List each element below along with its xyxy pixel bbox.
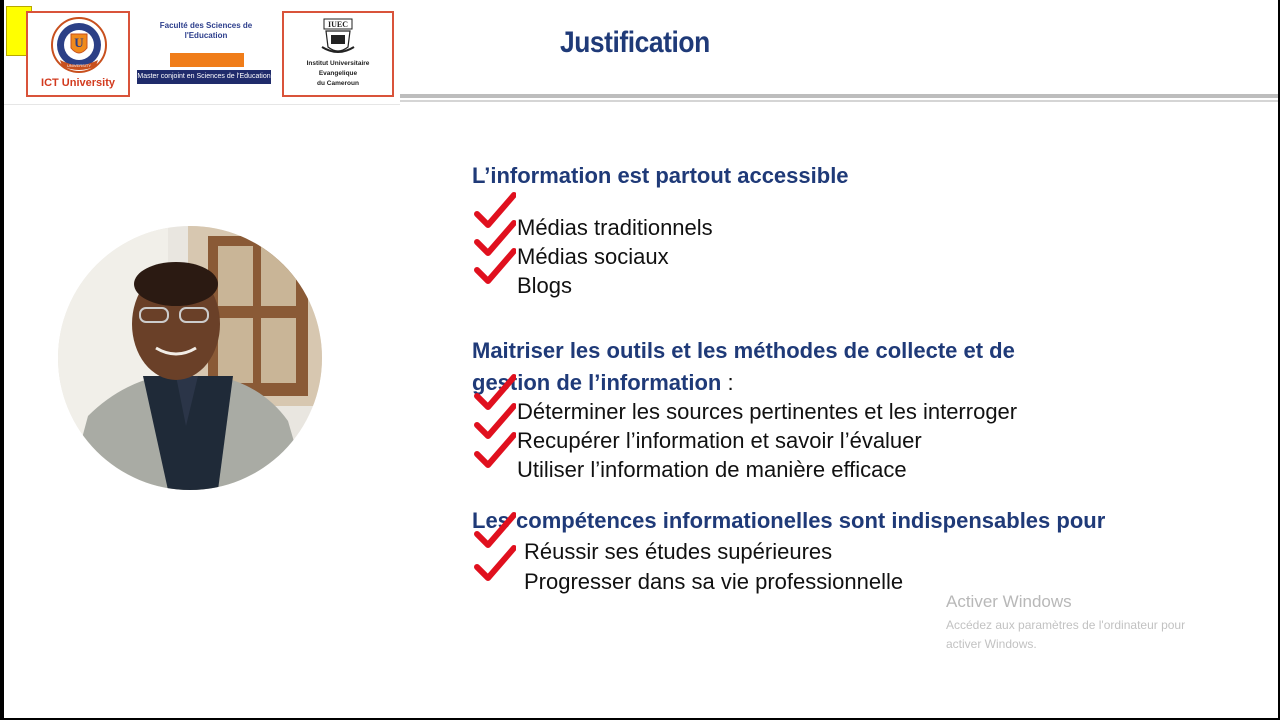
header-divider xyxy=(400,100,1278,102)
section-heading-line2: gestion de l’information : xyxy=(472,370,734,395)
list-item: Recupérer l’information et savoir l’évaluer xyxy=(517,428,922,453)
slide-title: Justification xyxy=(560,26,710,59)
list-item: Médias traditionnels xyxy=(517,215,713,240)
activation-watermark-text: Accédez aux paramètres de l'ordinateur pour activer Windows. xyxy=(946,618,1186,651)
list-item: Déterminer les sources pertinentes et les interroger xyxy=(517,399,1018,424)
header-divider xyxy=(4,104,400,105)
ict-logo-label: ICT University xyxy=(41,77,115,89)
iuec-emblem-icon xyxy=(318,17,358,57)
faculty-title: Faculté des Sciences de l'Education xyxy=(159,21,253,40)
header-divider xyxy=(400,94,1278,98)
section-heading: L’information est partout accessible xyxy=(472,163,849,188)
list-item: Progresser dans sa vie professionnelle xyxy=(524,569,904,594)
faculty-banner: Master conjoint en Sciences de l'Education xyxy=(137,70,271,84)
section-heading: Maitriser les outils et les méthodes de collecte et de xyxy=(472,338,1015,363)
slide xyxy=(4,0,1278,718)
ict-emblem-icon xyxy=(50,16,108,74)
svg-text:IUEC: IUEC xyxy=(327,20,349,29)
speaker-photo xyxy=(58,226,322,490)
ict-university-logo xyxy=(26,11,130,97)
activation-watermark-title: Activer Windows xyxy=(946,592,1072,611)
checkmark-icon xyxy=(474,432,516,472)
list-item: Utiliser l’information de manière efficace xyxy=(517,457,907,482)
iuec-label: Institut Universitaire Evangelique du Cameroun xyxy=(306,60,370,87)
svg-text:UNIVERSITY: UNIVERSITY xyxy=(66,63,92,68)
faculty-color-bar xyxy=(170,53,244,67)
checkmark-icon xyxy=(474,545,516,585)
iuec-logo xyxy=(282,11,394,97)
section-heading: Les compétences informationelles sont indispensables pour xyxy=(472,508,1106,533)
svg-text:U: U xyxy=(74,35,84,50)
faculty-logo xyxy=(132,11,280,97)
list-item: Médias sociaux xyxy=(517,244,669,269)
list-item: Blogs xyxy=(517,273,573,298)
checkmark-icon xyxy=(474,248,516,288)
list-item: Réussir ses études supérieures xyxy=(524,539,833,564)
